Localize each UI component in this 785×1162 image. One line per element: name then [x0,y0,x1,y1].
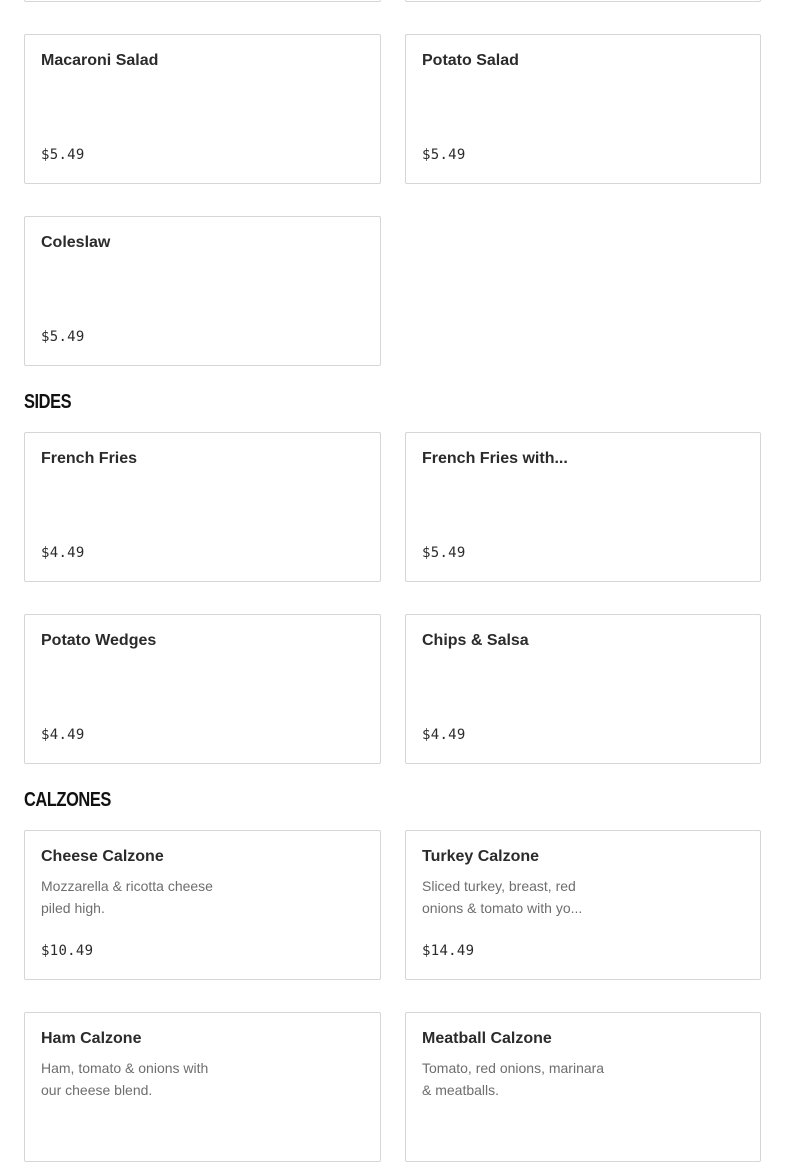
menu-item-price: $14.49 [422,943,475,959]
menu-item-card[interactable] [405,1012,761,1162]
menu-item-price: $5.49 [422,147,466,163]
menu-item-card[interactable] [24,216,381,366]
menu-item-card[interactable] [405,614,761,764]
menu-item-price: $5.49 [41,329,85,345]
menu-item-description: Ham, tomato & onions with our cheese blend. [41,1060,209,1098]
menu-item-price: $5.49 [422,545,466,561]
menu-item-card-partial[interactable] [405,0,761,2]
menu-item-price: $4.49 [422,727,466,743]
menu-item-card[interactable] [405,432,761,582]
menu-item-price: $4.49 [41,545,85,561]
menu-item-card[interactable] [24,830,381,980]
menu-item-card[interactable] [24,432,381,582]
menu-item-name: Ham Calzone [41,1030,142,1047]
menu-item-description: Sliced turkey, breast, red onions & tomato with yo... [422,878,583,916]
menu-item-name: Chips & Salsa [422,632,529,649]
menu-item-name: Turkey Calzone [422,848,540,865]
menu-item-price: $10.49 [41,943,94,959]
menu-item-name: Meatball Calzone [422,1030,552,1047]
menu-item-card[interactable] [24,1012,381,1162]
menu-item-card[interactable] [24,614,381,764]
menu-item-price: $5.49 [41,147,85,163]
menu-item-card[interactable] [405,830,761,980]
menu-item-description: Tomato, red onions, marinara & meatballs. [422,1060,605,1098]
menu-item-name: Potato Wedges [41,632,157,649]
section-heading-calzones: CALZONES [24,789,111,811]
menu-item-name: Coleslaw [41,234,111,251]
menu-item-name: Macaroni Salad [41,52,159,69]
menu-item-card-partial[interactable] [24,0,381,2]
menu-item-name: Potato Salad [422,52,519,69]
menu-item-description: Mozzarella & ricotta cheese piled high. [41,878,213,916]
menu-item-name: Cheese Calzone [41,848,164,865]
menu-item-name: French Fries [41,450,138,467]
menu-item-card[interactable] [24,34,381,184]
menu-item-price: $4.49 [41,727,85,743]
section-heading-sides: SIDES [24,391,72,413]
menu-item-card[interactable] [405,34,761,184]
menu-item-name: French Fries with... [422,450,568,467]
